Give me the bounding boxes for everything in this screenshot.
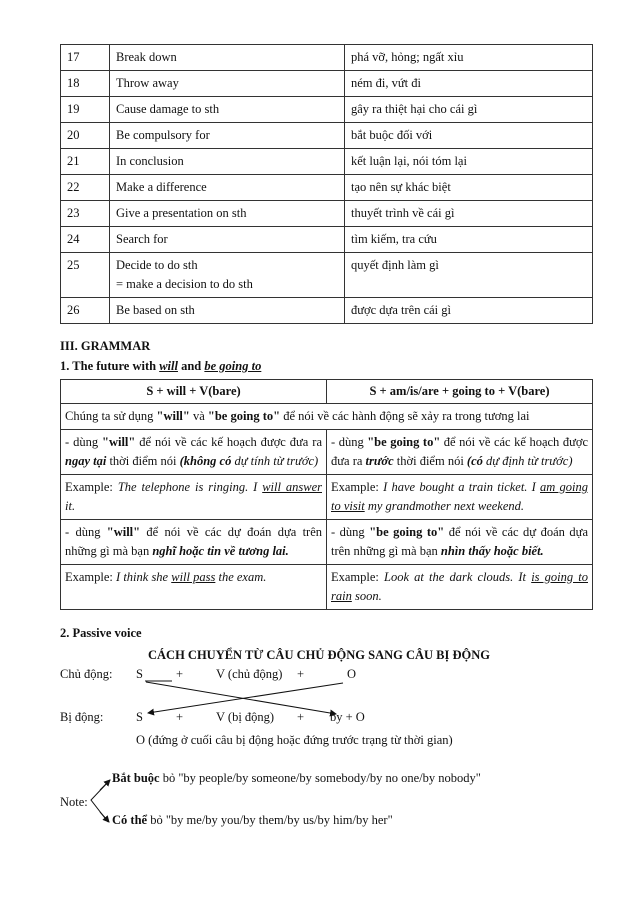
active-label: Chủ động: [60,667,113,681]
note-arrow-up [100,780,110,790]
text-italic: dự tính từ trước) [231,454,319,468]
note-bracket [91,780,110,822]
text-italic: Look at the dark clouds. It [384,570,532,584]
intro-will: "will" [156,409,190,423]
text-bold: "be going to" [367,435,441,449]
text-underlined: is going to rain [331,570,588,603]
phrase: In conclusion [116,154,184,168]
text: - dùng [331,525,370,539]
active-object: O [347,667,357,681]
text: để nói về các dự đoán dựa trên những gì mà bạn [65,525,322,558]
phrase: Decide to do sth [116,258,198,272]
meaning-cell: tìm kiếm, tra cứu [345,227,593,253]
text-underlined: will answer [262,480,322,494]
note-required-bold: Bắt buộc [112,771,160,785]
text-bold: "be going to" [369,525,445,539]
passive-subject: S [136,710,143,724]
subheading-and: and [177,359,205,373]
section-heading-grammar: III. GRAMMAR [60,339,151,353]
phrase: Be compulsory for [116,128,210,142]
text: - dùng [331,435,368,449]
text-bold-italic: trước [365,454,394,468]
meaning-cell: bắt buộc đối với [345,123,593,149]
phrase: Cause damage to sth [116,102,220,116]
row-number: 21 [61,149,110,175]
text-bold-italic: ngay tại [65,454,107,468]
active-plus-2: + [297,667,305,681]
text: thời điểm nói [393,454,467,468]
row-number: 24 [61,227,110,253]
going-column-header: S + am/is/are + going to + V(bare) [327,380,593,404]
text-italic: soon. [351,589,382,603]
meaning-cell: phá vỡ, hỏng; ngất xỉu [345,45,593,71]
note-required-text: bỏ "by people/by someone/by somebody/by no one/by nobody" [159,771,481,785]
phrase: Be based on sth [116,303,195,317]
phrase: Give a presentation on sth [116,206,247,220]
meaning-cell: ném đi, vứt đi [345,71,593,97]
phrase: Throw away [116,76,179,90]
intro-and: và [189,409,208,423]
phrase: Make a difference [116,180,207,194]
intro-text: Chúng ta sử dụng [65,409,157,423]
phrase: Break down [116,50,177,64]
text-bold: "will" [102,435,136,449]
note-optional-text: bỏ "by me/by you/by them/by us/by him/by her" [147,813,393,827]
active-subject: S [136,667,143,681]
row-number: 25 [61,253,110,298]
row-number: 19 [61,97,110,123]
row-number: 20 [61,123,110,149]
text: để nói về các kế hoạch được đưa ra [331,435,589,468]
text-bold-italic: nhìn thấy hoặc biết. [440,544,544,558]
text-bold: "will" [106,525,141,539]
meaning-cell: tạo nên sự khác biệt [345,175,593,201]
subheading-future-prefix: 1. The future with [60,359,160,373]
subheading-will: will [159,359,178,373]
example-label: Example: [331,480,384,494]
text-underlined: am going to visit [331,480,588,513]
text-italic: dự định từ trước) [482,454,573,468]
text-italic: my grandmother next weekend. [364,499,525,513]
passive-object-note: O (đứng ở cuối câu bị động hoặc đứng trước trạng từ thời gian) [136,733,453,747]
text-underlined: will pass [171,570,216,584]
passive-plus-1: + [176,710,184,724]
text-bold-italic: nghĩ hoặc tin về tương lai. [152,544,289,558]
example-label: Example: [65,480,118,494]
text-italic: I think she [116,570,172,584]
text: để nói về các kế hoạch được đưa ra [135,435,322,449]
passive-verb: V (bị động) [216,710,275,724]
row-number: 22 [61,175,110,201]
text: thời điểm nói [106,454,180,468]
text: để nói về các dự đoán dựa trên những gì mà bạn [331,525,589,558]
text-bold-italic: (có [466,454,483,468]
subheading-going: be going to [204,359,262,373]
passive-plus-2: + [297,710,305,724]
will-column-header: S + will + V(bare) [61,380,327,404]
intro-going: "be going to" [207,409,281,423]
intro-rest: để nói về các hành động sẽ xảy ra trong tương lai [280,409,530,423]
active-verb: V (chủ động) [216,667,283,681]
text: - dùng [65,525,107,539]
text-italic: the exam. [215,570,267,584]
text-italic: The telephone is ringing. I [117,480,263,494]
note-arrow-down [100,812,109,822]
meaning-cell: kết luận lại, nói tóm lại [345,149,593,175]
row-number: 26 [61,298,110,324]
text-italic: I have bought a train ticket. I [383,480,541,494]
text: - dùng [65,435,103,449]
note-label: Note: [60,795,88,809]
example-label: Example: [331,570,385,584]
meaning-cell: gây ra thiệt hại cho cái gì [345,97,593,123]
phrase-alt: = make a decision to do sth [116,277,253,291]
text-italic: it. [65,499,76,513]
example-label: Example: [65,570,117,584]
row-number: 18 [61,71,110,97]
row-number: 23 [61,201,110,227]
passive-by-object: by + O [330,710,365,724]
row-number: 17 [61,45,110,71]
passive-title: CÁCH CHUYỂN TỪ CÂU CHỦ ĐỘNG SANG CÂU BỊ ĐỘNG [147,648,491,662]
note-optional-bold: Có thể [112,813,148,827]
passive-label: Bị động: [60,710,104,724]
active-plus-1: + [176,667,184,681]
subheading-passive: 2. Passive voice [60,626,142,640]
text-bold-italic: (không có [179,454,232,468]
meaning-cell: quyết định làm gì [345,253,593,298]
meaning-cell: thuyết trình về cái gì [345,201,593,227]
meaning-cell: được dựa trên cái gì [345,298,593,324]
phrase: Search for [116,232,168,246]
